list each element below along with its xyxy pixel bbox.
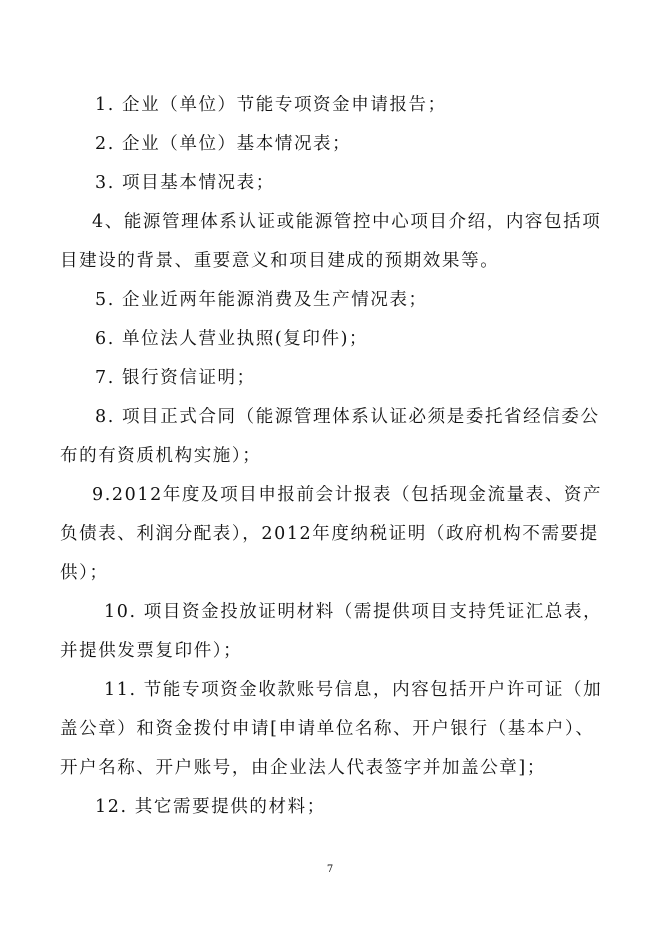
list-item-10-line-1: 10. 项目资金投放证明材料（需提供项目支持凭证汇总表， bbox=[104, 602, 603, 622]
list-item-4-line-2: 目建设的背景、重要意义和项目建成的预期效果等。 bbox=[60, 251, 500, 271]
list-item-2: 2. 企业（单位）基本情况表； bbox=[95, 134, 352, 154]
list-item-3: 3. 项目基本情况表； bbox=[95, 173, 275, 193]
list-item-10-line-2: 并提供发票复印件）； bbox=[60, 641, 243, 661]
list-item-12: 12. 其它需要提供的材料； bbox=[95, 797, 326, 817]
list-item-8-line-2: 布的有资质机构实施）； bbox=[60, 446, 262, 466]
list-item-9-line-3: 供）； bbox=[60, 563, 109, 583]
page-number: 7 bbox=[326, 864, 334, 875]
list-item-8-line-1: 8. 项目正式合同（能源管理体系认证必须是委托省经信委公 bbox=[95, 407, 600, 427]
list-item-5: 5. 企业近两年能源消费及生产情况表； bbox=[95, 290, 428, 310]
list-item-4-line-1: 4、能源管理体系认证或能源管控中心项目介绍，内容包括项 bbox=[92, 212, 602, 232]
list-item-1: 1. 企业（单位）节能专项资金申请报告； bbox=[95, 95, 447, 115]
list-item-11-line-2: 盖公章）和资金拨付申请[申请单位名称、开户银行（基本户）、 bbox=[60, 719, 595, 739]
list-item-9-line-2: 负债表、利润分配表），2012年度纳税证明（政府机构不需要提 bbox=[60, 524, 599, 544]
list-item-7: 7. 银行资信证明； bbox=[95, 368, 256, 388]
list-item-9-line-1: 9.2012年度及项目申报前会计报表（包括现金流量表、资产 bbox=[92, 485, 603, 505]
list-item-11-line-3: 开户名称、开户账号，由企业法人代表签字并加盖公章]； bbox=[60, 758, 546, 778]
list-item-11-line-1: 11. 节能专项资金收款账号信息，内容包括开户许可证（加 bbox=[104, 680, 603, 700]
list-item-6: 6. 单位法人营业执照(复印件)； bbox=[95, 329, 369, 349]
